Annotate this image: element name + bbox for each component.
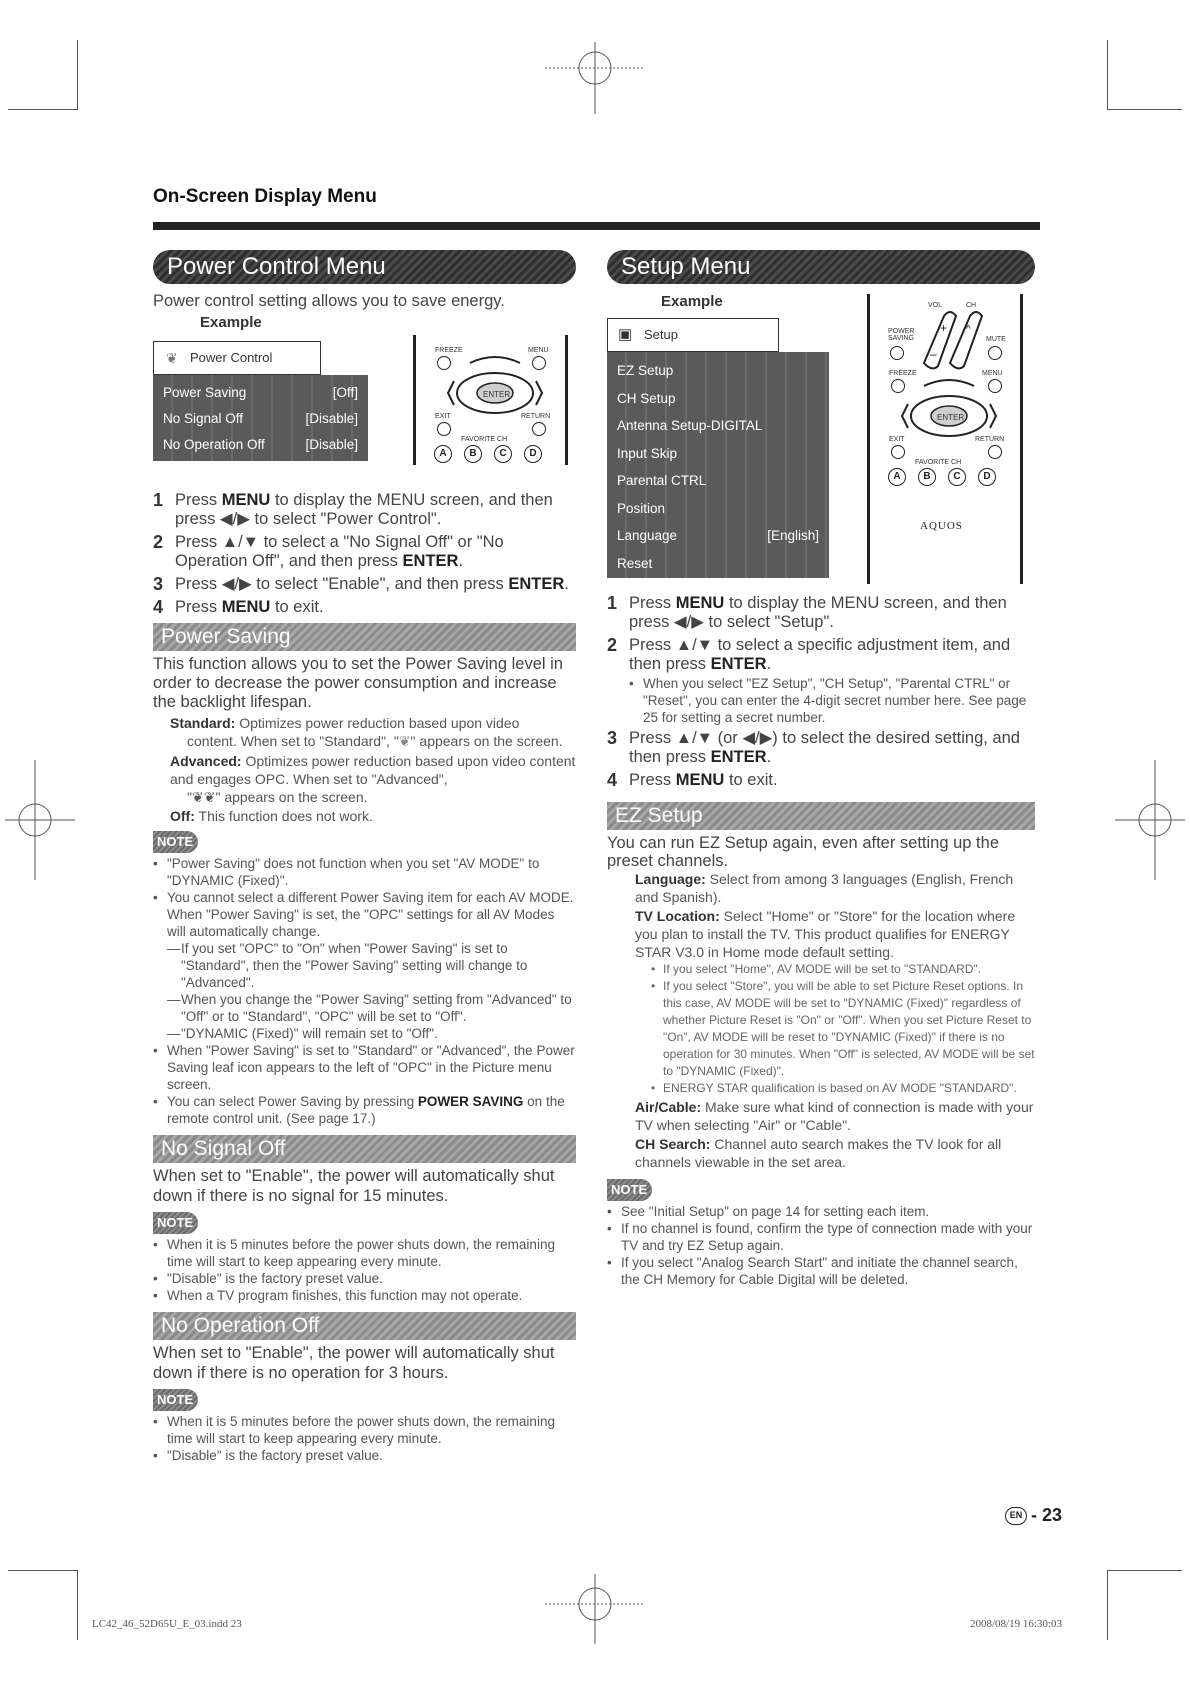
menu-row: CH Setup <box>617 390 676 406</box>
step: 1 Press MENU to display the MENU screen, and then press ◀/▶ to select "Power Control". <box>153 490 553 528</box>
favorite-a-icon: A <box>434 445 452 463</box>
step: 1 Press MENU to display the MENU screen, and then press ◀/▶ to select "Setup". <box>607 593 1007 631</box>
note-tag: NOTE <box>153 1389 576 1411</box>
favorite-c-icon: C <box>948 468 966 486</box>
menu-row: Position <box>617 500 666 516</box>
crop-mark <box>1107 40 1108 110</box>
aquos-logo: AQUOS <box>920 520 963 532</box>
remote-control-illustration: VOL CH + – ^ POWER SAVING MUTE FREEZE MENU ENTER EXIT RETURN FAVORITE CH A B C D AQUOS <box>867 294 1023 584</box>
menu-title-text: Power Control <box>190 350 273 365</box>
menu-row: Parental CTRL <box>617 473 707 488</box>
power-saving-off: Off: This function does not work. <box>170 808 373 824</box>
note-tag: NOTE <box>607 1179 1035 1201</box>
power-control-menu-title <box>153 341 321 375</box>
return-button-icon <box>532 422 546 436</box>
exit-button-icon <box>437 422 451 436</box>
menu-row: Power Saving [Off] <box>163 385 358 400</box>
power-saving-advanced: Advanced: Optimizes power reduction based upon video content and engages OPC. When set to "Advanced", "❦❦" appears on the screen. <box>170 753 576 805</box>
setup-menu-list <box>607 352 829 578</box>
ez-setup-banner: EZ Setup <box>607 802 1035 830</box>
setup-icon: ▣ <box>618 326 633 343</box>
step: 2 Press ▲/▼ to select a "No Signal Off" or "No Operation Off", and then press ENTER. <box>153 532 504 570</box>
ez-language: Language: Select from among 3 languages (English, French and Spanish). <box>635 871 1014 905</box>
menu-title-text: Setup <box>644 327 678 342</box>
no-signal-off-intro: When set to "Enable", the power will automatically shut down if there is no signal for 15 minutes. <box>153 1167 555 1205</box>
power-saving-intro: This function allows you to set the Power Saving level in order to decrease the power consumption and increase the backlight lifespan. <box>153 655 563 711</box>
page-title: On-Screen Display Menu <box>153 186 377 207</box>
registration-mark-left <box>5 760 75 880</box>
menu-row: No Operation Off [Disable] <box>163 437 358 452</box>
crop-mark <box>1107 1570 1182 1571</box>
menu-row: Antenna Setup-DIGITAL <box>617 418 763 433</box>
header-rule <box>153 222 1040 230</box>
note-tag: NOTE <box>153 831 576 853</box>
step: 4 Press MENU to exit. <box>607 770 778 790</box>
ez-tv-location-bullets: • If you select "Home", AV MODE will be set to "STANDARD". • If you select "Store", you will be able to set Picture Reset options. In this case, AV MODE will be set to "DYNAMIC (Fixed)" regardless of whether Picture Reset is "On" or "Off". When you set Picture Reset to "On", AV MODE will be reset to "DYNAMIC (Fixed)" if there is no operation for 30 minutes. When "Off" is selected, AV MODE will be set to "DYNAMIC (Fixed)". • ENERGY STAR qualification is based on AV MODE "STANDARD". <box>651 962 1035 1095</box>
return-button-icon <box>988 445 1002 459</box>
crop-mark <box>8 1570 78 1571</box>
no-operation-off-banner: No Operation Off <box>153 1312 576 1340</box>
menu-row: EZ Setup <box>617 363 674 378</box>
favorite-a-icon: A <box>888 468 906 486</box>
setup-steps <box>607 594 1035 790</box>
registration-mark-top <box>545 42 645 114</box>
ez-setup-notes: • See "Initial Setup" on page 14 for setting each item. • If no channel is found, confirm the type of connection made with your TV and try EZ Setup again. • If you select "Analog Search Start" and initiate the channel search, the CH Memory for Cable Digital will be deleted. <box>607 1204 1033 1287</box>
setup-menu-column <box>607 250 1035 1288</box>
no-signal-off-notes: • When it is 5 minutes before the power shuts down, the remaining time will start to keep appearing every minute. • "Disable" is the factory preset value. • When a TV program finishes, this function may not operate. <box>153 1237 555 1303</box>
crop-mark <box>77 1570 78 1640</box>
menu-row: Input Skip <box>617 445 678 461</box>
footer-file-name: LC42_46_52D65U_E_03.indd 23 <box>92 1618 242 1630</box>
power-saving-standard: Standard: Optimizes power reduction based upon video content. When set to "Standard", "❦" appears on the screen. <box>170 715 563 749</box>
crop-mark <box>8 109 78 110</box>
step: 3 Press ◀/▶ to select "Enable", and then press ENTER. <box>153 574 569 594</box>
double-leaf-icon: ❦❦ <box>191 789 216 805</box>
crop-mark <box>1107 1570 1108 1640</box>
menu-row: No Signal Off [Disable] <box>163 411 358 426</box>
power-saving-notes: • "Power Saving" does not function when you set "AV MODE" to "DYNAMIC (Fixed)". • You cannot select a different Power Saving item for each AV MODE. When "Power Saving" is set, the "OPC" settings for all AV Modes will automatically change. — If you set "OPC" to "On" when "Power Saving" is set to "Standard", then the "Power Saving" setting will change to "Advanced". — When you change the "Power Saving" setting from "Advanced" to "Off" or to "Standard", "OPC" will be set to "Off". — "DYNAMIC (Fixed)" will remain set to "Off". • When "Power Saving" is set to "Standard" or "Advanced", the Power Saving leaf icon appears to the left of "OPC" in the Picture menu screen. • You can select Power Saving by pressing POWER SAVING on the remote control unit. (See page 17.) <box>153 856 575 1126</box>
favorite-c-icon: C <box>494 445 512 463</box>
page-number: EN - 23 <box>1005 1505 1062 1526</box>
leaf-icon: ❦ <box>166 350 178 366</box>
mute-button-icon <box>988 346 1002 360</box>
favorite-b-icon: B <box>918 468 936 486</box>
exit-button-icon <box>891 445 905 459</box>
registration-mark-bottom <box>545 1574 645 1644</box>
example-label: Example <box>661 293 723 310</box>
no-operation-off-notes: • When it is 5 minutes before the power shuts down, the remaining time will start to keep appearing every minute. • "Disable" is the factory preset value. <box>153 1414 555 1463</box>
step: 2 Press ▲/▼ to select a specific adjustment item, and then press ENTER. <box>607 635 1011 673</box>
crop-mark <box>77 40 78 110</box>
power-saving-button-icon <box>890 346 904 360</box>
registration-mark-right <box>1115 760 1185 880</box>
ez-tv-location: TV Location: Select "Home" or "Store" for the location where you plan to install the TV. This product qualifies for ENERGY STAR V3.0 in Home mode default setting. <box>635 908 1016 960</box>
favorite-d-icon: D <box>978 468 996 486</box>
menu-row: Language [English] <box>617 528 819 543</box>
menu-row: Reset <box>617 555 653 571</box>
step: 3 Press ▲/▼ (or ◀/▶) to select the desired setting, and then press ENTER. <box>607 728 1020 766</box>
crop-mark <box>1107 109 1182 110</box>
no-operation-off-intro: When set to "Enable", the power will automatically shut down if there is no operation for 3 hours. <box>153 1344 555 1382</box>
ez-ch-search: CH Search: Channel auto search makes the TV look for all channels viewable in the set area. <box>635 1136 1002 1170</box>
step: 4 Press MENU to exit. <box>153 597 324 617</box>
power-control-steps <box>153 491 576 617</box>
ez-air-cable: Air/Cable: Make sure what kind of connection is made with your TV when selecting "Air" or "Cable". <box>635 1099 1034 1133</box>
svg-text:^: ^ <box>966 324 971 335</box>
svg-text:–: – <box>930 347 937 361</box>
no-signal-off-banner: No Signal Off <box>153 1135 576 1163</box>
dpad-icon <box>440 353 550 419</box>
vol-ch-rocker-icon <box>916 308 986 378</box>
remote-control-illustration: FREEZE MENU ENTER EXIT RETURN FAVORITE CH A B C D <box>413 335 568 465</box>
step-note: • When you select "EZ Setup", "CH Setup", "Parental CTRL" or "Reset", you can enter the 4-digit secret number here. See page 25 for setting a secret number. <box>629 676 1027 725</box>
setup-menu-title <box>607 318 779 352</box>
ez-setup-intro: You can run EZ Setup again, even after setting up the preset channels. <box>607 834 999 870</box>
power-control-banner: Power Control Menu <box>153 250 576 284</box>
power-control-intro: Power control setting allows you to save energy. <box>153 292 505 310</box>
power-control-column <box>153 250 576 1464</box>
footer-date: 2008/08/19 16:30:03 <box>970 1618 1062 1630</box>
svg-text:+: + <box>940 321 948 335</box>
leaf-icon: ❦ <box>398 733 411 749</box>
example-label: Example <box>200 314 262 331</box>
power-control-menu-list <box>153 375 368 461</box>
power-saving-banner: Power Saving <box>153 623 576 651</box>
dpad-icon <box>894 376 1004 442</box>
language-en-icon: EN <box>1005 1507 1027 1525</box>
note-tag: NOTE <box>153 1212 576 1234</box>
setup-menu-banner: Setup Menu <box>607 250 1035 284</box>
favorite-d-icon: D <box>524 445 542 463</box>
setup-example <box>607 302 1035 584</box>
favorite-b-icon: B <box>464 445 482 463</box>
power-control-example <box>153 335 576 493</box>
